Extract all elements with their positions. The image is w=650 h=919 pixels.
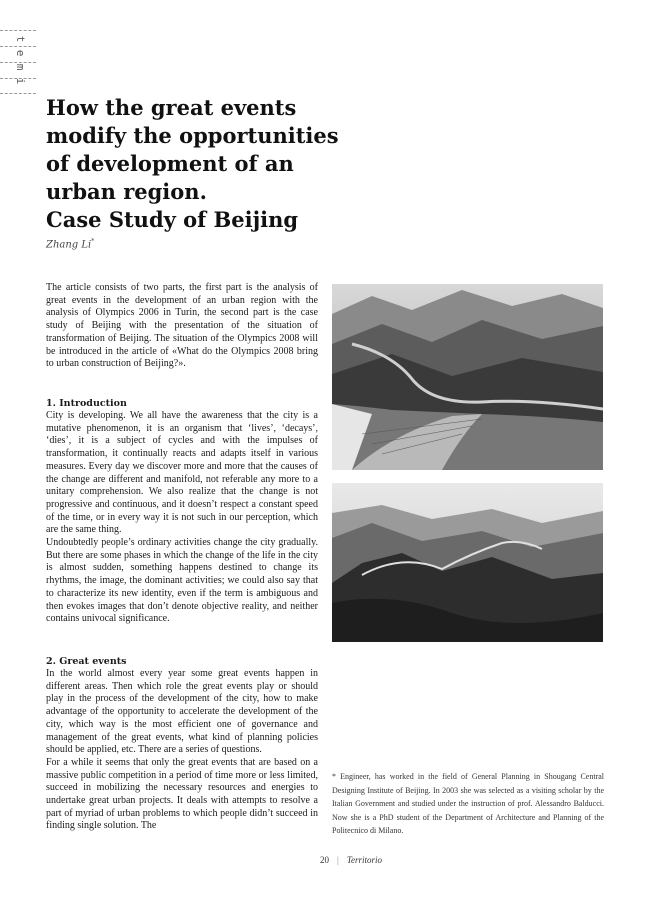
- title-line: urban region.: [46, 179, 207, 204]
- section-great-events: [46, 655, 318, 833]
- page-footer: 20 | Territorio: [320, 855, 382, 865]
- section-tab-letters: [14, 32, 26, 88]
- section-heading: 1. Introduction: [46, 398, 127, 409]
- section-tab: [0, 30, 36, 94]
- section-heading: 2. Great events: [46, 656, 127, 667]
- page-number: 20: [320, 855, 329, 865]
- title-line: How the great events: [46, 95, 297, 120]
- section-introduction: [46, 397, 318, 626]
- title-line: Case Study of Beijing: [46, 207, 299, 232]
- tab-letter: i: [14, 77, 27, 85]
- article-title: [46, 94, 339, 234]
- journal-name: Territorio: [346, 855, 382, 865]
- paragraph: In the world almost every year some great events happen in different areas. Then which role the great events play or should play in the process of the development of the city, how to make advantage of the opportunity to accelerate the development of the city, which way is the most efficient one of governance and management of the great events, what kind of planning policies should be applied, etc. There are a series of questions.: [46, 668, 318, 756]
- great-wall-photo-1: [332, 284, 603, 470]
- title-line: of development of an: [46, 151, 294, 176]
- author-name: Zhang Li: [46, 239, 92, 251]
- paragraph: For a while it seems that only the great events that are based on a massive public competition in a period of time more or less limited, succeed in mobilizing the necessary resources and energies to undertake great urban projects. It deals with attempts to resolve a part of myriad of urban problems to which people didn’t succeed in finding single solution. The: [46, 756, 318, 832]
- paragraph: Undoubtedly people’s ordinary activities change the city gradually. But there are some phases in which the change of the life in the city is almost sudden, something happens destined to change its rhythms, the image, the dominant activities; we could also say that to characterize its new identity, even if the term is ambiguous and then evokes images that don’t denote objective reality, and neither contains univocal significance.: [46, 537, 318, 625]
- author-footnote-mark: *: [91, 238, 95, 245]
- paragraph: City is developing. We all have the awareness that the city is a mutative phenomenon, it is an organism that ‘lives’, ‘decays’, ‘dies’, it is a subject of cycles and with the impulses of transformation, it continually reacts and adapts itself in various measures. Every day we discover more and more that the causes of the change are different and manifold, not referable any more to a unitary comprehension. We also realize that the change is not progressive and continuous, and it doesn’t respect a constant speed of the time, or in every way it is not such in our perception, which are the same thing.: [46, 410, 318, 536]
- tab-letter: t: [14, 35, 27, 43]
- author-byline: [46, 238, 94, 250]
- great-wall-photo-2: [332, 483, 603, 642]
- abstract-text: The article consists of two parts, the first part is the analysis of great events in the development of an urban region with the analysis of Olympics 2006 in Turin, the second part is the case study of Beijing with the presentation of the situation of transformation of Beijing. The situation of the Olympics 2008 will be introduced in the article of «What do the Olympics 2008 bring to urban construction of Beijing?».: [46, 282, 318, 370]
- abstract: [46, 282, 318, 371]
- tab-letter: e: [14, 49, 27, 57]
- footnote: * Engineer, has worked in the field of General Planning in Shougang Central Designing Institute of Beijing. In 2003 she was selected as a visiting scholar by the Italian Government and studied under the instruction of prof. Alessandro Balducci. Now she is a PhD student of the Department of Architecture and Planning of the Politecnico di Milano.: [332, 772, 604, 835]
- title-line: modify the opportunities: [46, 123, 339, 148]
- tab-letter: m: [14, 63, 27, 71]
